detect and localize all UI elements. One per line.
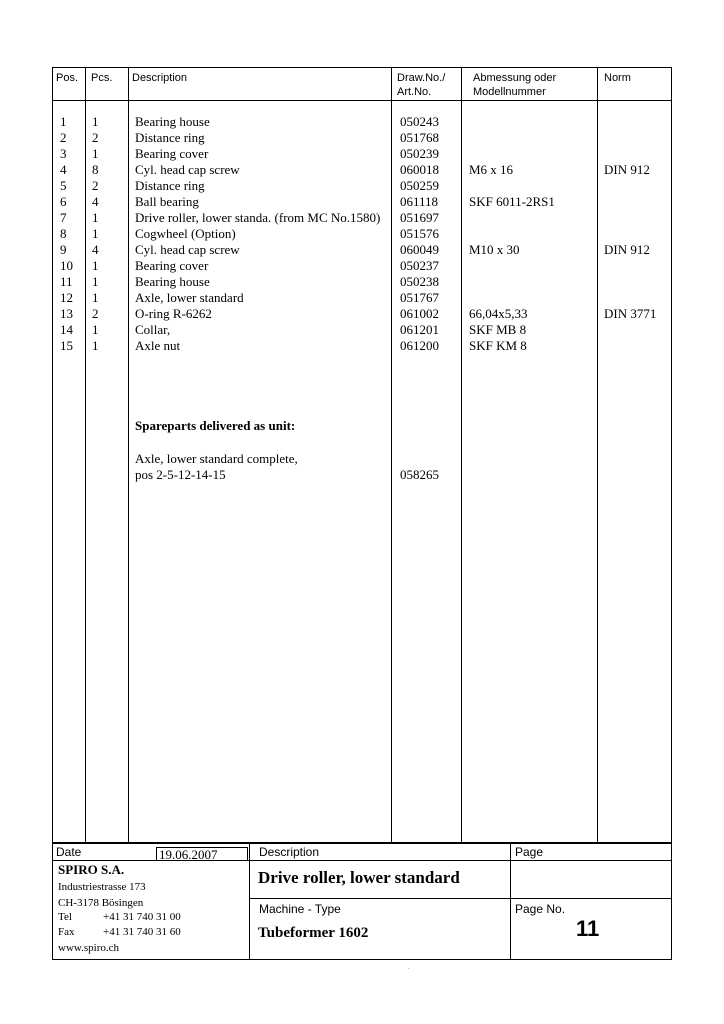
- cell-pos: 7: [60, 210, 67, 225]
- cell-pcs: 1: [92, 210, 99, 225]
- cell-draw-no: 060018: [400, 162, 439, 177]
- cell-pos: 3: [60, 146, 67, 161]
- table-row: [53, 322, 671, 338]
- cell-pos: 13: [60, 306, 73, 321]
- cell-description: Collar,: [135, 322, 171, 337]
- spareparts-title: Spareparts delivered as unit:: [135, 418, 296, 433]
- cell-abmessung: SKF MB 8: [469, 322, 527, 337]
- cell-description: Distance ring: [135, 178, 205, 193]
- header-draw-line2: Art.No.: [397, 86, 432, 98]
- cell-pcs: 1: [92, 114, 99, 129]
- tel-label: Tel: [58, 911, 72, 923]
- tel-number: +41 31 740 31 00: [103, 911, 181, 923]
- cell-pcs: 2: [92, 130, 99, 145]
- fax-number: +41 31 740 31 60: [103, 926, 181, 938]
- table-row: [53, 338, 671, 354]
- footer-divider: [249, 844, 250, 959]
- cell-description: Drive roller, lower standa. (from MC No.1580): [135, 210, 381, 225]
- cell-norm: DIN 912: [604, 242, 650, 257]
- cell-pcs: 1: [92, 146, 99, 161]
- description-label: Description: [259, 845, 320, 859]
- cell-pos: 12: [60, 290, 73, 305]
- cell-abmessung: M10 x 30: [469, 242, 520, 257]
- cell-description: Cyl. head cap screw: [135, 162, 240, 177]
- cell-draw-no: 050237: [400, 258, 439, 273]
- parts-rows: [53, 114, 671, 354]
- description-value: Drive roller, lower standard: [258, 868, 460, 887]
- page-label: Page: [515, 845, 544, 859]
- table-row: [53, 210, 671, 226]
- cell-pos: 9: [60, 242, 67, 257]
- cell-pos: 1: [60, 114, 67, 129]
- cell-description: O-ring R-6262: [135, 306, 212, 321]
- header-abm-line2: Modellnummer: [473, 86, 546, 98]
- header-abm-line1: Abmessung oder: [473, 72, 557, 84]
- cell-pos: 5: [60, 178, 67, 193]
- cell-draw-no: 061200: [400, 338, 439, 353]
- cell-pos: 8: [60, 226, 67, 241]
- cell-draw-no: 050238: [400, 274, 439, 289]
- cell-draw-no: 061201: [400, 322, 439, 337]
- table-row: [53, 194, 671, 210]
- cell-description: Bearing house: [135, 114, 210, 129]
- machine-type-label: Machine - Type: [259, 902, 341, 916]
- cell-norm: DIN 912: [604, 162, 650, 177]
- cell-abmessung: 66,04x5,33: [469, 306, 528, 321]
- cell-pcs: 1: [92, 258, 99, 273]
- cell-draw-no: 050243: [400, 114, 439, 129]
- cell-pos: 4: [60, 162, 67, 177]
- table-row: [53, 226, 671, 242]
- parts-list-frame: [52, 67, 672, 960]
- cell-description: Bearing house: [135, 274, 210, 289]
- cell-pcs: 1: [92, 322, 99, 337]
- table-row: [53, 130, 671, 146]
- table-row: [53, 162, 671, 178]
- cell-draw-no: 061118: [400, 194, 439, 209]
- company-city: CH-3178 Bösingen: [58, 897, 144, 909]
- header-norm: Norm: [604, 72, 631, 84]
- cell-pcs: 1: [92, 338, 99, 353]
- table-row: [53, 242, 671, 258]
- date-value: 19.06.2007: [156, 847, 248, 861]
- header-abmessung: [473, 71, 556, 99]
- cell-pcs: 4: [92, 242, 99, 257]
- table-row: [53, 290, 671, 306]
- cell-pos: 11: [60, 274, 73, 289]
- cell-pcs: 1: [92, 290, 99, 305]
- table-row: [53, 146, 671, 162]
- cell-description: Bearing cover: [135, 258, 209, 273]
- cell-abmessung: SKF KM 8: [469, 338, 527, 353]
- cell-pos: 2: [60, 130, 67, 145]
- cell-pcs: 2: [92, 306, 99, 321]
- table-row: [53, 306, 671, 322]
- spareparts-number: 058265: [400, 467, 439, 482]
- fax-label: Fax: [58, 926, 75, 938]
- cell-pcs: 4: [92, 194, 99, 209]
- spareparts-line1: Axle, lower standard complete,: [135, 451, 298, 466]
- footer-divider: [510, 844, 511, 959]
- page-no-value: 11: [576, 916, 600, 941]
- cell-pcs: 1: [92, 274, 99, 289]
- company-website: www.spiro.ch: [58, 942, 119, 954]
- cell-draw-no: 051697: [400, 210, 439, 225]
- header-pos: Pos.: [56, 72, 79, 84]
- page-dot: .: [408, 965, 410, 971]
- cell-description: Distance ring: [135, 130, 205, 145]
- machine-type-value: Tubeformer 1602: [258, 925, 369, 941]
- cell-draw-no: 061002: [400, 306, 439, 321]
- cell-description: Cyl. head cap screw: [135, 242, 240, 257]
- title-block: [53, 842, 671, 959]
- header-separator: [53, 100, 671, 101]
- cell-pcs: 8: [92, 162, 99, 177]
- cell-abmessung: M6 x 16: [469, 162, 514, 177]
- cell-description: Bearing cover: [135, 146, 209, 161]
- cell-pos: 14: [60, 322, 73, 337]
- table-row: [53, 114, 671, 130]
- company-name: SPIRO S.A.: [58, 862, 125, 877]
- cell-description: Cogwheel (Option): [135, 226, 236, 241]
- cell-draw-no: 051768: [400, 130, 439, 145]
- header-draw-no: [397, 71, 445, 99]
- cell-pos: 6: [60, 194, 67, 209]
- cell-draw-no: 050259: [400, 178, 439, 193]
- footer-divider: [249, 860, 671, 861]
- cell-norm: DIN 3771: [604, 306, 657, 321]
- cell-draw-no: 050239: [400, 146, 439, 161]
- cell-description: Ball bearing: [135, 194, 199, 209]
- cell-draw-no: 051767: [400, 290, 439, 305]
- table-row: [53, 258, 671, 274]
- cell-description: Axle, lower standard: [135, 290, 244, 305]
- table-row: [53, 274, 671, 290]
- cell-pcs: 2: [92, 178, 99, 193]
- company-street: Industriestrasse 173: [58, 881, 146, 893]
- spareparts-line2: pos 2-5-12-14-15: [135, 467, 226, 482]
- header-description: Description: [132, 72, 188, 84]
- header-pcs: Pcs.: [91, 72, 113, 84]
- cell-pcs: 1: [92, 226, 99, 241]
- cell-draw-no: 060049: [400, 242, 439, 257]
- cell-pos: 10: [60, 258, 73, 273]
- cell-draw-no: 051576: [400, 226, 439, 241]
- date-label: Date: [56, 845, 82, 859]
- cell-description: Axle nut: [135, 338, 181, 353]
- header-draw-line1: Draw.No./: [397, 72, 446, 84]
- cell-pos: 15: [60, 338, 73, 353]
- footer-divider: [249, 898, 671, 899]
- page-no-label: Page No.: [515, 902, 566, 916]
- table-row: [53, 178, 671, 194]
- cell-abmessung: SKF 6011-2RS1: [469, 194, 555, 209]
